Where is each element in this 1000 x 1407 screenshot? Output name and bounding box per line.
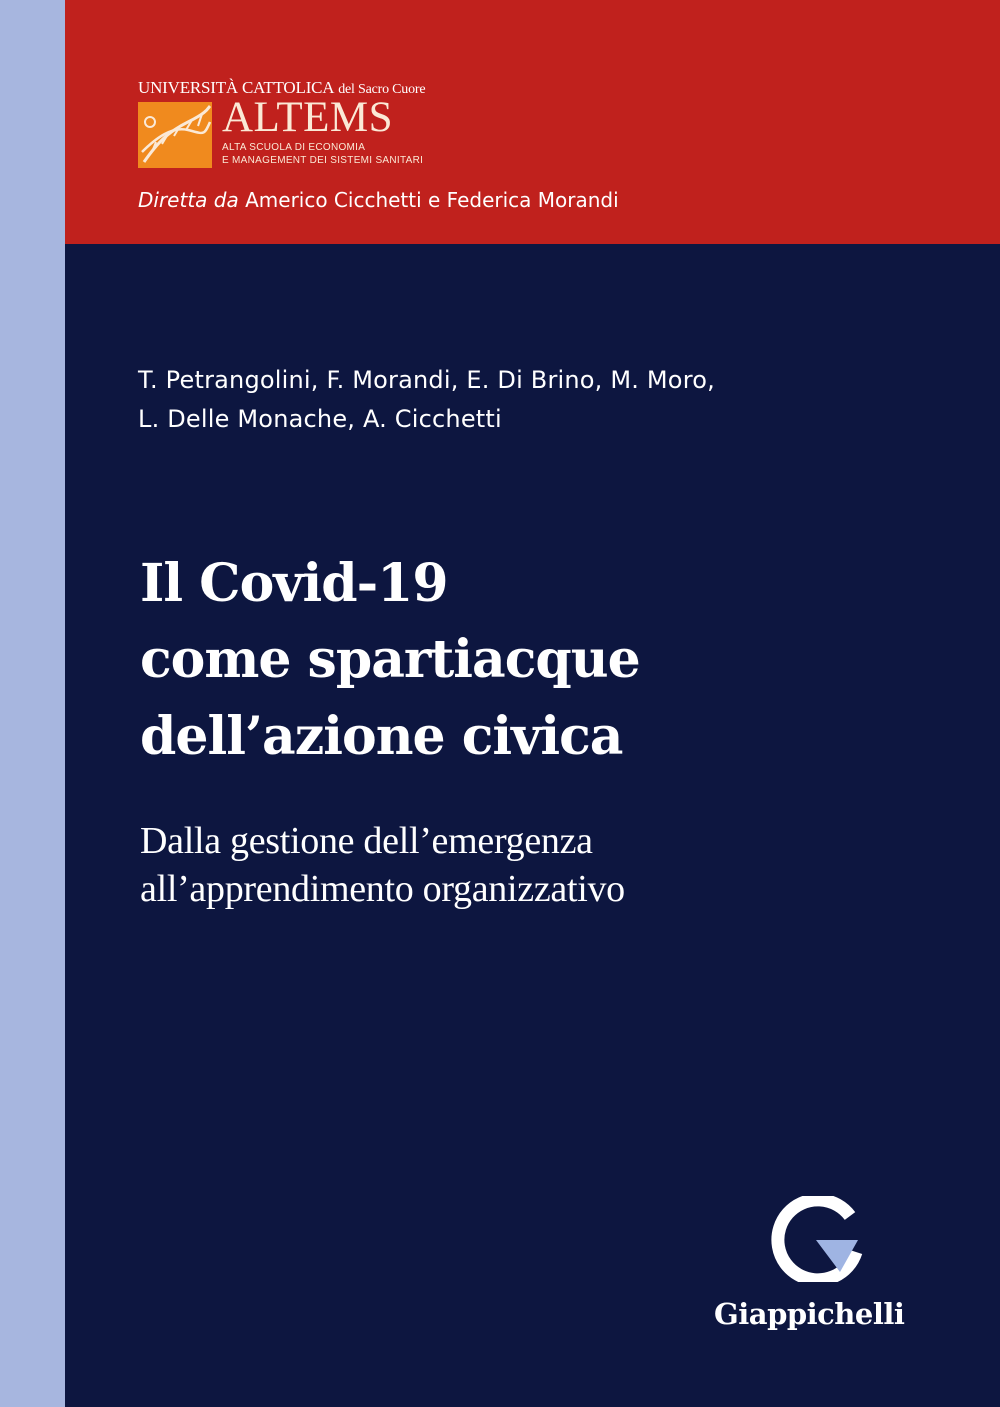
institute-subtitle-line1: ALTA SCUOLA DI ECONOMIA: [222, 142, 366, 153]
publisher-name: Giappichelli: [714, 1297, 905, 1331]
university-name-text: UNIVERSITÀ CATTOLICA: [138, 78, 335, 97]
series-director-names: Americo Cicchetti e Federica Morandi: [245, 188, 619, 212]
g-logo-icon: [764, 1196, 864, 1282]
altems-logo-icon: [138, 102, 212, 168]
book-title-line2: come spartiacque: [140, 629, 640, 690]
book-subtitle-line1: Dalla gestione dell’emergenza: [140, 820, 593, 862]
university-suffix-text: del Sacro Cuore: [338, 82, 426, 97]
authors-line2: L. Delle Monache, A. Cicchetti: [138, 405, 502, 433]
book-title-line3: dell’azione civica: [140, 706, 623, 767]
cover-spine: [0, 0, 65, 1407]
institute-subtitle-line2: E MANAGEMENT DEI SISTEMI SANITARI: [222, 155, 424, 166]
book-subtitle-line2: all’apprendimento organizzativo: [140, 868, 625, 910]
book-title-line1: Il Covid-19: [140, 553, 448, 614]
series-director-prefix: Diretta da: [138, 188, 239, 212]
institute-name: ALTEMS: [222, 94, 394, 141]
authors-line1: T. Petrangolini, F. Morandi, E. Di Brino, M. Moro,: [138, 366, 715, 394]
series-director: [138, 188, 619, 212]
